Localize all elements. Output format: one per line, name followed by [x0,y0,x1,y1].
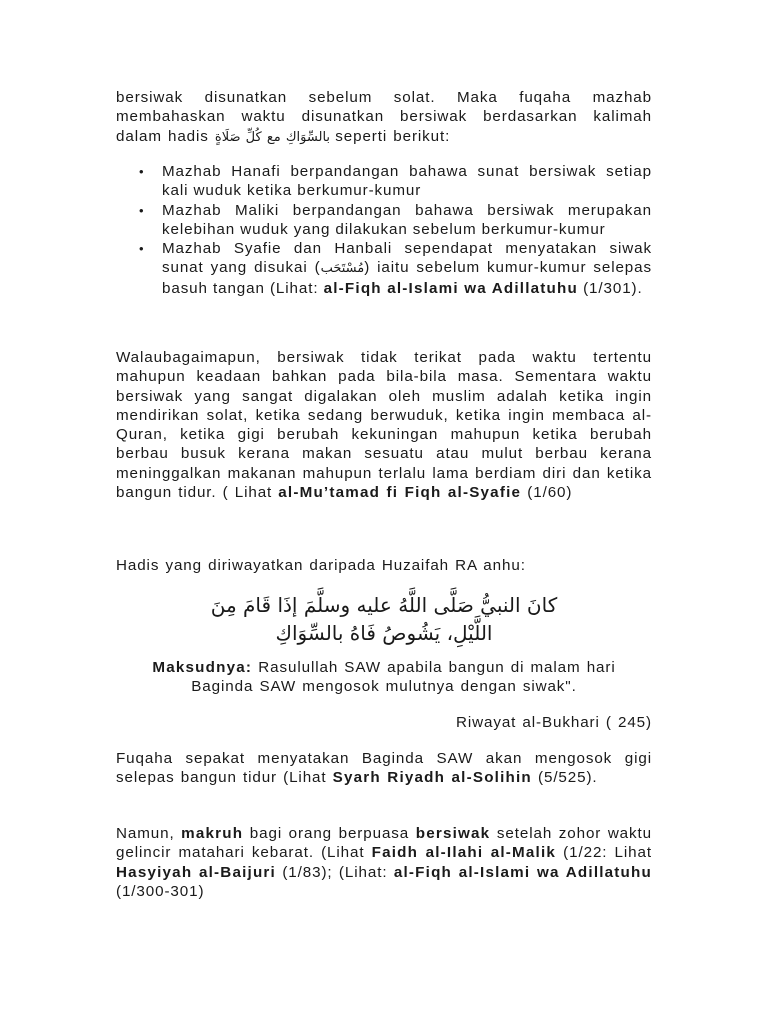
arabic-phrase: بالسِّوَاكِ مع كُلِّ صَلَاةٍ [214,129,331,145]
paragraph-intro [116,88,652,147]
paragraph-hadis-intro: Hadis yang diriwayatkan daripada Huzaifah RA anhu: [116,557,526,574]
book-title: al-Fiqh al-Islami wa Adillatuhu [393,863,652,881]
riwayat: Riwayat al-Bukhari ( 245) [455,714,652,731]
book-title: al-Fiqh al-Islami wa Adillatuhu [323,279,578,297]
list-item: • Mazhab Maliki berpandangan bahawa bersiwak merupakan kelebihan wuduk yang dilakukan sebelum berkumur-kumur [116,201,652,240]
maksudnya-label: Maksudnya: [152,659,253,676]
paragraph-fuqaha: Fuqaha sepakat menyatakan Baginda SAW akan mengosok gigi selepas bangun tidur (Lihat Syarh Riyadh al-Solihin (5/525). [116,750,652,787]
paragraph-waktu: Walaubagaimapun, bersiwak tidak terikat pada waktu tertentu mahupun keadaan bahkan pada bila-bila masa. Sementara waktu bersiwak yang sangat digalakan oleh muslim adalah ketika ingin mendirikan solat, ketika sedang berwuduk, ketika ingin membaca al-Quran, ketika gigi berubah kekuningan mahupun ketika berubah berbau busuk kerana makan sesuatu atau mulut berbau kerana meninggalkan makanan mahupun terlalu lama berdiam diri dan ketika bangun tidur. ( Lihat al-Mu’tamad fi Fiqh al-Syafie (1/60) [116,349,652,502]
arabic-line: كانَ النبيُّ صَلَّى اللَّهُ عليه وسلَّمَ إذَا قَامَ مِنَ [210,593,558,617]
book-title: Syarh Riyadh al-Solihin [332,769,532,787]
intro-text: bersiwak disunatkan sebelum solat. Maka fuqaha mazhab membahaskan waktu disunatkan bersiwak berdasarkan kalimah dalam hadis بالسِّوَاكِ مع كُلِّ صَلَاةٍ seperti berikut: [116,89,652,145]
paragraph-makruh: Namun, makruh bagi orang berpuasa bersiwak setelah zohor waktu gelincir matahari kebarat. (Lihat Faidh al-Ilahi al-Malik (1/22: Lihat Hasyiyah al-Baijuri (1/83); (Lihat: al-Fiqh al-Islami wa Adillatuhu (1/300-301) [116,825,652,900]
arabic-word: مُسْتَحَب [320,261,365,277]
book-title: al-Mu’tamad fi Fiqh al-Syafie [278,484,522,502]
book-title: Hasyiyah al-Baijuri [116,863,276,881]
translation: Maksudnya: Rasulullah SAW apabila bangun di malam hari Baginda SAW mengosok mulutnya dengan siwak". [152,659,616,696]
arabic-line: اللَّيْلِ، يَشُوصُ فَاهُ بالسِّوَاكِ [275,621,493,645]
list-item: • Mazhab Hanafi berpandangan bahawa sunat bersiwak setiap kali wuduk ketika berkumur-kumur [116,162,652,201]
arabic-hadith [116,591,652,647]
list-item: • Mazhab Syafie dan Hanbali sependapat menyatakan siwak sunat yang disukai (مُسْتَحَب) iaitu sebelum kumur-kumur selepas basuh tangan (Lihat: al-Fiqh al-Islami wa Adillatuhu (1/301). [116,239,652,298]
book-title: Faidh al-Ilahi al-Malik [371,844,557,862]
mazhab-list [116,162,652,298]
